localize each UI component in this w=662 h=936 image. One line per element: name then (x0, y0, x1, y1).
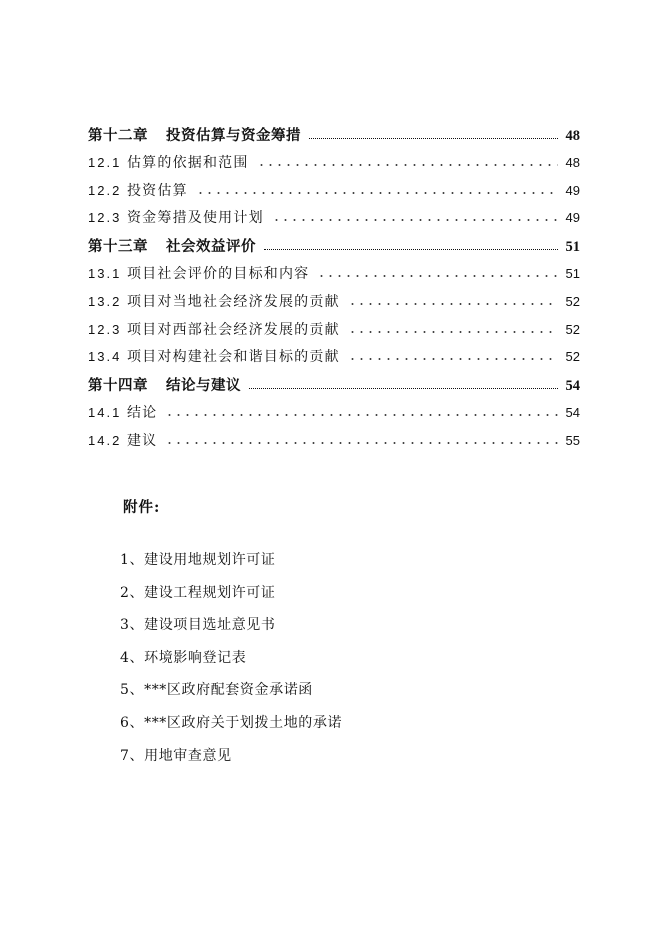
toc-dot-leader (317, 264, 558, 278)
toc-entry-title: 建议 (126, 432, 158, 449)
toc-page-number: 48 (565, 154, 580, 170)
toc-entry-title: 社会效益评价 (166, 238, 256, 256)
toc-entry-title: 投资估算 (126, 182, 188, 199)
toc-dot-leader (165, 431, 558, 445)
toc-dot-leader (309, 126, 558, 140)
table-of-contents (88, 124, 580, 458)
toc-page-number: 49 (565, 182, 580, 198)
toc-chapter-row[interactable] (88, 124, 580, 152)
toc-entry-number: 第十三章 (88, 238, 148, 256)
toc-entry-title: 结论与建议 (166, 377, 241, 395)
toc-entry-label (88, 346, 344, 366)
toc-dot-leader (348, 320, 558, 334)
toc-page-number: 54 (565, 378, 580, 395)
toc-entry-label (88, 291, 344, 311)
toc-entry-label (88, 124, 305, 145)
toc-entry-number: 12.3 (88, 321, 122, 337)
toc-page-number: 51 (565, 239, 580, 256)
toc-dot-leader (196, 181, 558, 195)
toc-entry-number: 13.1 (88, 265, 122, 281)
toc-page-number: 52 (565, 321, 580, 337)
toc-dot-leader (264, 237, 558, 251)
toc-chapter-row[interactable] (88, 374, 580, 402)
toc-section-row[interactable] (88, 319, 580, 347)
toc-entry-title: 项目对构建社会和谐目标的贡献 (126, 349, 340, 366)
attachment-item: 5、***区政府配套资金承诺函 (120, 682, 313, 699)
toc-section-row[interactable] (88, 346, 580, 374)
toc-entry-number: 13.2 (88, 293, 122, 309)
toc-section-row[interactable] (88, 207, 580, 235)
toc-entry-label (88, 263, 313, 283)
toc-dot-leader (348, 292, 558, 306)
toc-entry-label (88, 319, 344, 339)
toc-dot-leader (165, 403, 558, 417)
toc-entry-title: 投资估算与资金筹措 (166, 127, 301, 144)
toc-entry-label (88, 430, 161, 450)
toc-entry-label (88, 235, 260, 256)
attachment-item: 6、***区政府关于划拨土地的承诺 (120, 714, 343, 731)
toc-entry-number: 第十四章 (88, 377, 148, 395)
toc-page-number: 51 (565, 265, 580, 281)
toc-entry-number: 12.1 (88, 154, 122, 170)
toc-dot-leader (257, 153, 558, 167)
toc-page-number: 55 (565, 432, 580, 448)
toc-entry-title: 项目对西部社会经济发展的贡献 (126, 321, 340, 338)
toc-entry-number: 13.4 (88, 349, 122, 365)
attachment-item: 1、建设用地规划许可证 (120, 552, 276, 568)
toc-entry-number: 第十二章 (88, 127, 148, 144)
toc-dot-leader (249, 376, 558, 390)
attachment-item: 2、建设工程规划许可证 (120, 584, 276, 601)
toc-section-row[interactable] (88, 291, 580, 319)
toc-entry-label (88, 374, 245, 395)
attachments-heading: 附件: (123, 499, 161, 516)
toc-entry-title: 项目对当地社会经济发展的贡献 (126, 293, 340, 310)
toc-entry-number: 14.2 (88, 432, 122, 448)
toc-section-row[interactable] (88, 430, 580, 458)
toc-section-row[interactable] (88, 263, 580, 291)
toc-entry-title: 估算的依据和范围 (126, 154, 249, 171)
toc-page-number: 54 (565, 404, 580, 420)
toc-page-number: 52 (565, 293, 580, 309)
toc-section-row[interactable] (88, 180, 580, 208)
toc-section-row[interactable] (88, 152, 580, 180)
toc-entry-number: 14.1 (88, 404, 122, 420)
toc-entry-title: 项目社会评价的目标和内容 (126, 265, 310, 282)
toc-entry-label (88, 207, 268, 227)
attachment-item: 7、用地审查意见 (120, 747, 232, 764)
toc-section-row[interactable] (88, 402, 580, 430)
toc-entry-title: 资金筹措及使用计划 (126, 210, 264, 227)
toc-entry-label (88, 180, 192, 200)
attachment-item: 4、环境影响登记表 (120, 649, 247, 666)
toc-entry-label (88, 152, 253, 172)
toc-entry-title: 结论 (126, 404, 158, 421)
toc-page-number: 48 (565, 128, 580, 144)
toc-dot-leader (272, 208, 558, 222)
toc-entry-number: 12.3 (88, 210, 122, 226)
toc-entry-label (88, 402, 161, 422)
toc-dot-leader (348, 347, 558, 361)
toc-chapter-row[interactable] (88, 235, 580, 263)
toc-page-number: 49 (565, 210, 580, 226)
attachments-list (120, 549, 342, 777)
toc-entry-number: 12.2 (88, 182, 122, 198)
attachment-item: 3、建设项目选址意见书 (120, 617, 276, 634)
toc-page-number: 52 (565, 349, 580, 365)
